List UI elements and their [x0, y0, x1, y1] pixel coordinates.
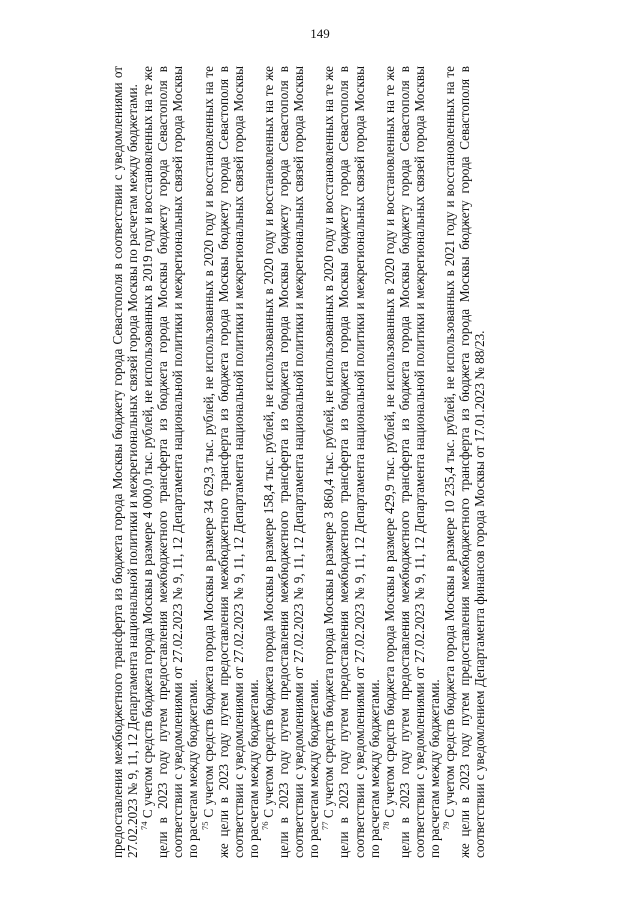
page-number: 149 [310, 26, 330, 41]
footnote-number: 77 [320, 821, 331, 830]
footnote-text: С учетом средств бюджета города Москвы в размере 3 860,4 тыс. рублей, не использованных в 2020 году и восстановленных на те же цели в 2023 году путем предоставления межбюджетного трансферта из бюджета города Москвы бюджету города Севастополя в соответствии с уведомлениями от 27.02.2023 № 9, 11, 12 Департамента национальной политики и межрегиональных связей города Москвы по расчетам между бюджетами. [321, 66, 382, 858]
footnotes-body [110, 66, 487, 858]
footnote-text: С учетом средств бюджета города Москвы в размере 158,4 тыс. рублей, не использованных в 2020 году и восстановленных на те же цели в 2023 году путем предоставления межбюджетного трансферта из бюджета города Москвы бюджету города Севастополя в соответствии с уведомлениями от 27.02.2023 № 9, 11, 12 Департамента национальной политики и межрегиональных связей города Москвы по расчетам между бюджетами. [260, 66, 322, 858]
rotated-text-block [110, 66, 580, 858]
footnote-text: С учетом средств бюджета города Москвы в размере 429,9 тыс. рублей, не использованных в 2020 году и восстановленных на те же цели в 2023 году путем предоставления межбюджетного трансферта из бюджета города Москвы бюджету города Севастополя в соответствии с уведомлениями от 27.02.2023 № 9, 11, 12 Департамента национальной политики и межрегиональных связей города Москвы по расчетам между бюджетами. [381, 66, 442, 858]
footnote-78 [382, 66, 442, 858]
footnote-text: С учетом средств бюджета города Москвы в размере 4 000,0 тыс. рублей, не использованных в 2019 году и восстановленных на те же цели в 2023 году путем предоставления межбюджетного трансферта из бюджета города Москвы бюджету города Севастополя в соответствии с уведомлениями от 27.02.2023 № 9, 11, 12 Департамента национальной политики и межрегиональных связей города Москвы по расчетам между бюджетами. [140, 66, 201, 858]
footnote-79 [442, 66, 487, 858]
footnote-76 [261, 66, 321, 858]
footnote-number: 78 [380, 821, 391, 830]
footnote-75 [201, 66, 261, 858]
footnote-74 [140, 66, 200, 858]
footnote-text: С учетом средств бюджета города Москвы в размере 10 235,4 тыс. рублей, не использованных в 2021 году и восстановленных на те же цели в 2023 году путем предоставления межбюджетного трансферта из бюджета города Москвы бюджету города Севастополя в соответствии с уведомлением Департамента финансов города Москвы от 17.01.2023 № 88/23. [442, 66, 488, 858]
intro-paragraph: предоставления межбюджетного трансферта из бюджета города Москвы бюджету города Севастополя в соответствии с уведомлениями от 27.02.2023 № 9, 11, 12 Департамента национальной политики и межрегиональных связей города Москвы по расчетам между бюджетами. [110, 66, 141, 858]
footnote-number: 79 [441, 821, 452, 830]
footnote-text: С учетом средств бюджета города Москвы в размере 34 629,3 тыс. рублей, не использованных в 2020 году и восстановленных на те же цели в 2023 году путем предоставления межбюджетного трансферта из бюджета города Москвы бюджету города Севастополя в соответствии с уведомлениями от 27.02.2023 № 9, 11, 12 Департамента национальной политики и межрегиональных связей города Москвы по расчетам между бюджетами. [200, 66, 261, 858]
footnote-number: 76 [259, 821, 270, 830]
footnote-number: 75 [199, 821, 210, 830]
footnote-number: 74 [139, 821, 150, 830]
footnote-77 [321, 66, 381, 858]
